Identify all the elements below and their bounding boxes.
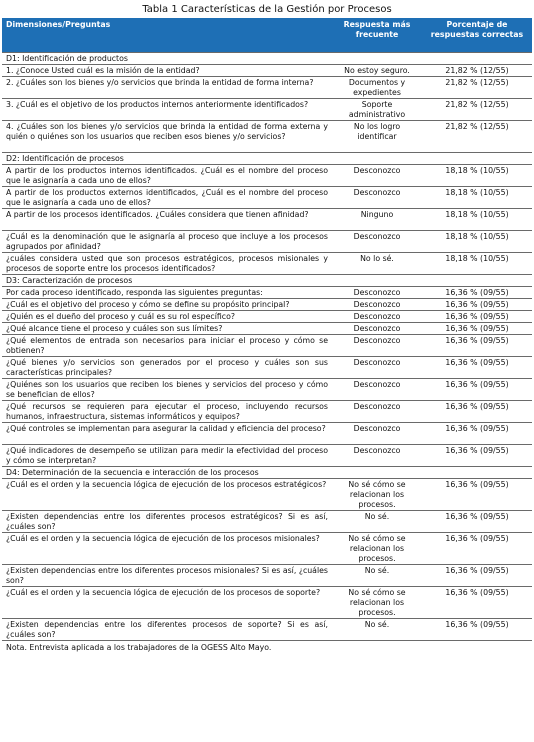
- percentage-cell: 18,18 % (10/55): [422, 209, 532, 231]
- table-row: [2, 165, 532, 187]
- question-cell: 2. ¿Cuáles son los bienes y/o servicios que brinda la entidad de forma interna?: [2, 77, 332, 99]
- response-cell: Desconozco: [332, 311, 422, 323]
- table-row: [2, 379, 532, 401]
- table-row: [2, 253, 532, 275]
- percentage-cell: 16,36 % (09/55): [422, 323, 532, 335]
- question-cell: ¿Qué alcance tiene el proceso y cuáles son sus límites?: [2, 323, 332, 335]
- question-cell: ¿Existen dependencias entre los diferentes procesos de soporte? Si es así, ¿cuáles son?: [2, 619, 332, 641]
- percentage-cell: 18,18 % (10/55): [422, 231, 532, 253]
- table-row: [2, 423, 532, 445]
- response-cell: Desconozco: [332, 187, 422, 209]
- header-percentage: Porcentaje de respuestas correctas: [422, 18, 532, 53]
- table-row: [2, 299, 532, 311]
- question-cell: ¿Existen dependencias entre los diferentes procesos estratégicos? Si es así, ¿cuáles son?: [2, 511, 332, 533]
- percentage-cell: 16,36 % (09/55): [422, 287, 532, 299]
- header-question: Dimensiones/Preguntas: [2, 18, 332, 53]
- response-cell: Desconozco: [332, 379, 422, 401]
- characteristics-table: [2, 18, 532, 641]
- question-cell: ¿Quién es el dueño del proceso y cuál es su rol específico?: [2, 311, 332, 323]
- section-title: D4: Determinación de la secuencia e interacción de los procesos: [2, 467, 532, 479]
- question-cell: ¿Qué indicadores de desempeño se utilizan para medir la efectividad del proceso y cómo se interpretan?: [2, 445, 332, 467]
- table-row: [2, 533, 532, 565]
- response-cell: No los logro identificar: [332, 121, 422, 153]
- section-row: [2, 467, 532, 479]
- percentage-cell: 16,36 % (09/55): [422, 401, 532, 423]
- table-row: [2, 187, 532, 209]
- response-cell: Desconozco: [332, 165, 422, 187]
- percentage-cell: 16,36 % (09/55): [422, 619, 532, 641]
- percentage-cell: 18,18 % (10/55): [422, 187, 532, 209]
- table-row: [2, 479, 532, 511]
- question-cell: ¿Qué recursos se requieren para ejecutar el proceso, incluyendo recursos humanos, infraestructura, sistemas informáticos y equipos?: [2, 401, 332, 423]
- question-cell: ¿Cuál es el orden y la secuencia lógica de ejecución de los procesos estratégicos?: [2, 479, 332, 511]
- table-row: [2, 445, 532, 467]
- question-cell: ¿Qué controles se implementan para asegurar la calidad y eficiencia del proceso?: [2, 423, 332, 445]
- response-cell: Documentos y expedientes: [332, 77, 422, 99]
- table-caption: Tabla 1 Características de la Gestión por Procesos: [142, 4, 392, 15]
- question-cell: 3. ¿Cuál es el objetivo de los productos internos anteriormente identificados?: [2, 99, 332, 121]
- question-cell: ¿Cuál es el orden y la secuencia lógica de ejecución de los procesos de soporte?: [2, 587, 332, 619]
- response-cell: Desconozco: [332, 231, 422, 253]
- table-row: [2, 121, 532, 153]
- percentage-cell: 16,36 % (09/55): [422, 379, 532, 401]
- percentage-cell: 16,36 % (09/55): [422, 511, 532, 533]
- table-row: [2, 401, 532, 423]
- percentage-cell: 16,36 % (09/55): [422, 423, 532, 445]
- response-cell: Desconozco: [332, 445, 422, 467]
- question-cell: ¿Qué elementos de entrada son necesarios para iniciar el proceso y cómo se obtienen?: [2, 335, 332, 357]
- table-note: Nota. Entrevista aplicada a los trabajadores de la OGESS Alto Mayo.: [6, 643, 272, 652]
- table-row: [2, 77, 532, 99]
- percentage-cell: 21,82 % (12/55): [422, 121, 532, 153]
- response-cell: Desconozco: [332, 287, 422, 299]
- section-title: D1: Identificación de productos: [2, 53, 532, 65]
- table-row: [2, 511, 532, 533]
- table-body: [2, 53, 532, 641]
- section-row: [2, 53, 532, 65]
- percentage-cell: 18,18 % (10/55): [422, 165, 532, 187]
- question-cell: A partir de los procesos identificados. ¿Cuáles considera que tienen afinidad?: [2, 209, 332, 231]
- question-cell: 4. ¿Cuáles son los bienes y/o servicios que brinda la entidad de forma externa y quién o quiénes son los usuarios que reciben esos bienes y/o servicios?: [2, 121, 332, 153]
- percentage-cell: 21,82 % (12/55): [422, 77, 532, 99]
- percentage-cell: 18,18 % (10/55): [422, 253, 532, 275]
- question-cell: 1. ¿Conoce Usted cuál es la misión de la entidad?: [2, 65, 332, 77]
- response-cell: No sé cómo se relacionan los procesos.: [332, 479, 422, 511]
- percentage-cell: 16,36 % (09/55): [422, 299, 532, 311]
- table-row: [2, 311, 532, 323]
- table-row: [2, 565, 532, 587]
- question-cell: A partir de los productos internos identificados. ¿Cuál es el nombre del proceso que le asignaría a cada uno de ellos?: [2, 165, 332, 187]
- percentage-cell: 16,36 % (09/55): [422, 565, 532, 587]
- percentage-cell: 16,36 % (09/55): [422, 533, 532, 565]
- table-row: [2, 357, 532, 379]
- response-cell: No sé.: [332, 565, 422, 587]
- question-cell: Por cada proceso identificado, responda las siguientes preguntas:: [2, 287, 332, 299]
- table-row: [2, 587, 532, 619]
- percentage-cell: 16,36 % (09/55): [422, 445, 532, 467]
- response-cell: No sé cómo se relacionan los procesos.: [332, 533, 422, 565]
- response-cell: Desconozco: [332, 401, 422, 423]
- percentage-cell: 16,36 % (09/55): [422, 587, 532, 619]
- table-row: [2, 323, 532, 335]
- response-cell: Desconozco: [332, 323, 422, 335]
- table-row: [2, 231, 532, 253]
- question-cell: ¿Existen dependencias entre los diferentes procesos misionales? Si es así, ¿cuáles son?: [2, 565, 332, 587]
- table-row: [2, 209, 532, 231]
- percentage-cell: 21,82 % (12/55): [422, 99, 532, 121]
- response-cell: Desconozco: [332, 357, 422, 379]
- header-response: Respuesta más frecuente: [332, 18, 422, 53]
- percentage-cell: 16,36 % (09/55): [422, 335, 532, 357]
- response-cell: Soporte administrativo: [332, 99, 422, 121]
- question-cell: ¿Cuál es el orden y la secuencia lógica de ejecución de los procesos misionales?: [2, 533, 332, 565]
- question-cell: ¿Cuál es el objetivo del proceso y cómo se define su propósito principal?: [2, 299, 332, 311]
- response-cell: Desconozco: [332, 299, 422, 311]
- question-cell: ¿Cuál es la denominación que le asignaría al proceso que incluye a los procesos agrupados por afinidad?: [2, 231, 332, 253]
- response-cell: Desconozco: [332, 335, 422, 357]
- response-cell: No lo sé.: [332, 253, 422, 275]
- response-cell: Desconozco: [332, 423, 422, 445]
- table-row: [2, 99, 532, 121]
- table-row: [2, 287, 532, 299]
- percentage-cell: 16,36 % (09/55): [422, 357, 532, 379]
- question-cell: ¿cuáles considera usted que son procesos estratégicos, procesos misionales y procesos de soporte entre los procesos identificados?: [2, 253, 332, 275]
- section-row: [2, 153, 532, 165]
- question-cell: A partir de los productos externos identificados, ¿Cuál es el nombre del proceso que le asignaría a cada uno de ellos?: [2, 187, 332, 209]
- percentage-cell: 16,36 % (09/55): [422, 479, 532, 511]
- section-row: [2, 275, 532, 287]
- section-title: D2: Identificación de procesos: [2, 153, 532, 165]
- percentage-cell: 16,36 % (09/55): [422, 311, 532, 323]
- response-cell: No sé cómo se relacionan los procesos.: [332, 587, 422, 619]
- table-row: [2, 335, 532, 357]
- response-cell: Ninguno: [332, 209, 422, 231]
- table-row: [2, 65, 532, 77]
- question-cell: ¿Quiénes son los usuarios que reciben los bienes y servicios del proceso y cómo se benefician de ellos?: [2, 379, 332, 401]
- table-header: [2, 18, 532, 53]
- response-cell: No sé.: [332, 619, 422, 641]
- response-cell: No estoy seguro.: [332, 65, 422, 77]
- section-title: D3: Caracterización de procesos: [2, 275, 532, 287]
- question-cell: ¿Qué bienes y/o servicios son generados por el proceso y cuáles son sus características principales?: [2, 357, 332, 379]
- percentage-cell: 21,82 % (12/55): [422, 65, 532, 77]
- response-cell: No sé.: [332, 511, 422, 533]
- table-row: [2, 619, 532, 641]
